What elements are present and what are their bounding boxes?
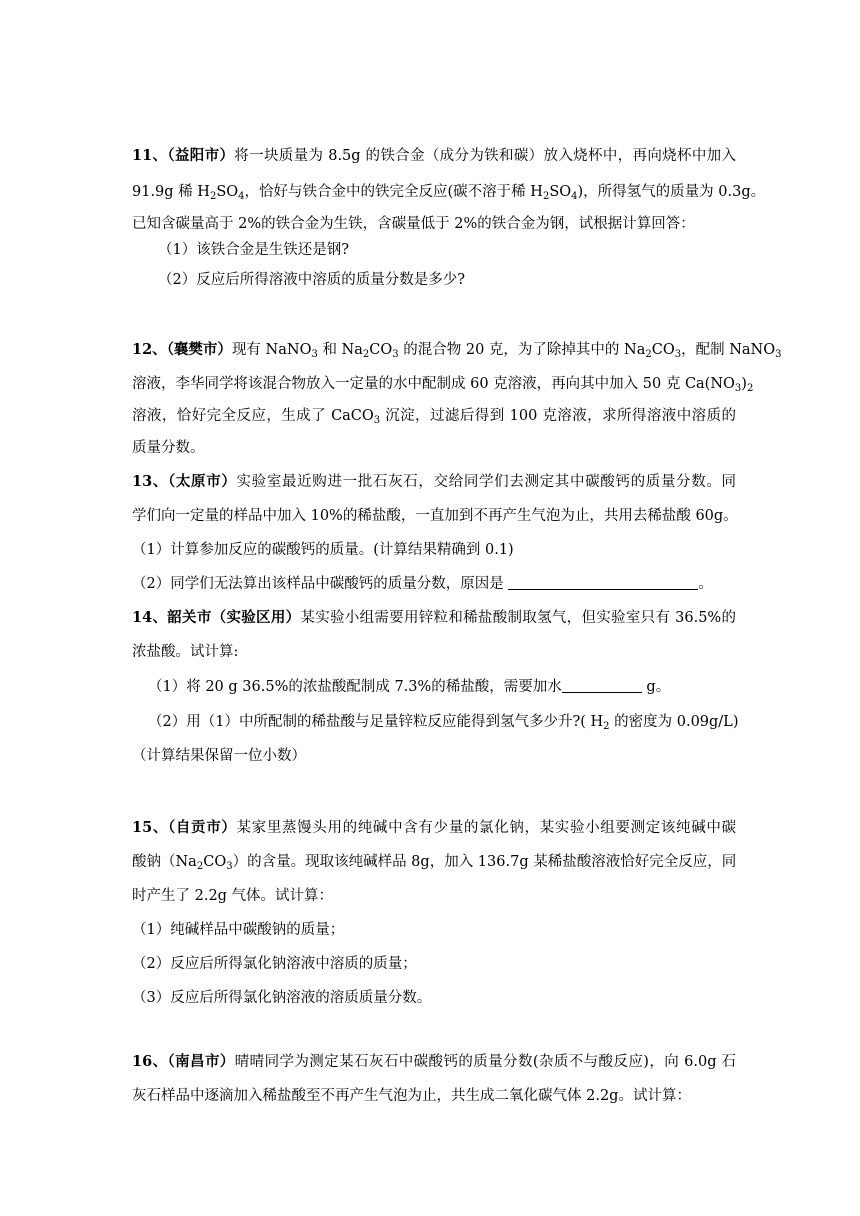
p11-line-3: 已知含碳量高于 2%的铁合金为生铁，含碳量低于 2%的铁合金为钢，试根据计算回答：	[132, 216, 695, 232]
p15-q3: （3）反应后所得氯化钠溶液的溶质质量分数。	[132, 990, 432, 1006]
p13-q2: （2）同学们无法算出该样品中碳酸钙的质量分数，原因是 。	[132, 576, 713, 592]
p15-q1: （1）纯碱样品中碳酸钠的质量；	[132, 922, 345, 938]
answer-blank[interactable]	[562, 678, 642, 693]
p12-line-4: 质量分数。	[132, 440, 205, 456]
p15-line-3: 时产生了 2.2g 气体。试计算：	[132, 888, 334, 904]
p13-line-2: 学们向一定量的样品中加入 10%的稀盐酸，一直加到不再产生气泡为止，共用去稀盐酸 60g。	[132, 508, 738, 524]
p12-line-3: 溶液，恰好完全反应，生成了 CaCO$_3$ 沉淀，过滤后得到 100 克溶液，求所得溶液中溶质的	[132, 408, 736, 426]
p14-note: （计算结果保留一位小数）	[132, 748, 306, 764]
p15-line-1: 15、（自贡市）某家里蒸馒头用的纯碱中含有少量的氯化钠，某实验小组要测定该纯碱中碳	[132, 819, 737, 836]
p12-line-2: 溶液，李华同学将该混合物放入一定量的水中配制成 60 克溶液，再向其中加入 50 克 $Ca(NO_3)_2$	[132, 376, 754, 394]
p14-line-1: 14、韶关市（实验区用）某实验小组需要用锌粒和稀盐酸制取氢气，但实验室只有 36.5%的	[132, 609, 736, 626]
p14-q1: （1）将 20 g 36.5%的浓盐酸配制成 7.3%的稀盐酸，需要加水 g。	[148, 679, 671, 695]
p11-line-2: 91.9g 稀 $H_2SO_4$，恰好与铁合金中的铁完全反应(碳不溶于稀 $H_2SO_4$)，所得氢气的质量为 0.3g。	[132, 184, 766, 202]
answer-blank[interactable]	[508, 575, 698, 590]
p11-q2: （2）反应后所得溶液中溶质的质量分数是多少?	[158, 272, 465, 288]
p14-q2: （2）用（1）中所配制的稀盐酸与足量锌粒反应能得到氢气多少升?( $H_2$ 的密度为 0.09g/L)	[148, 714, 739, 732]
p16-line-2: 灰石样品中逐滴加入稀盐酸至不再产生气泡为止，共生成二氧化碳气体 2.2g。试计算：	[132, 1088, 691, 1104]
p11-q1: （1）该铁合金是生铁还是钢?	[158, 242, 349, 258]
p13-line-1: 13、（太原市）实验室最近购进一批石灰石，交给同学们去测定其中碳酸钙的质量分数。同	[132, 473, 737, 490]
p11-line-1: 11、（益阳市）将一块质量为 8.5g 的铁合金（成分为铁和碳）放入烧杯中，再向烧杯中加入	[132, 147, 737, 164]
p15-q2: （2）反应后所得氯化钠溶液中溶质的质量；	[132, 956, 417, 972]
p12-line-1: 12、（襄樊市）现有 NaNO$_3$ 和 $Na_2CO_3$ 的混合物 20 克，为了除掉其中的 $Na_2CO_3$，配制 NaNO$_3$	[132, 341, 782, 360]
p11-source: （益阳市）	[167, 147, 235, 164]
p14-line-2: 浓盐酸。试计算:	[132, 644, 239, 660]
p11-number: 11、	[132, 147, 168, 164]
p13-q1: （1）计算参加反应的碳酸钙的质量。(计算结果精确到 0.1)	[132, 542, 514, 558]
p15-line-2: 酸钠$(Na_2CO_3)$的含量。现取该纯碱样品 8g，加入 136.7g 某稀盐酸溶液恰好完全反应，同	[132, 854, 737, 872]
p16-line-1: 16、（南昌市）晴晴同学为测定某石灰石中碳酸钙的质量分数(杂质不与酸反应)，向 6.0g 石	[132, 1053, 737, 1070]
